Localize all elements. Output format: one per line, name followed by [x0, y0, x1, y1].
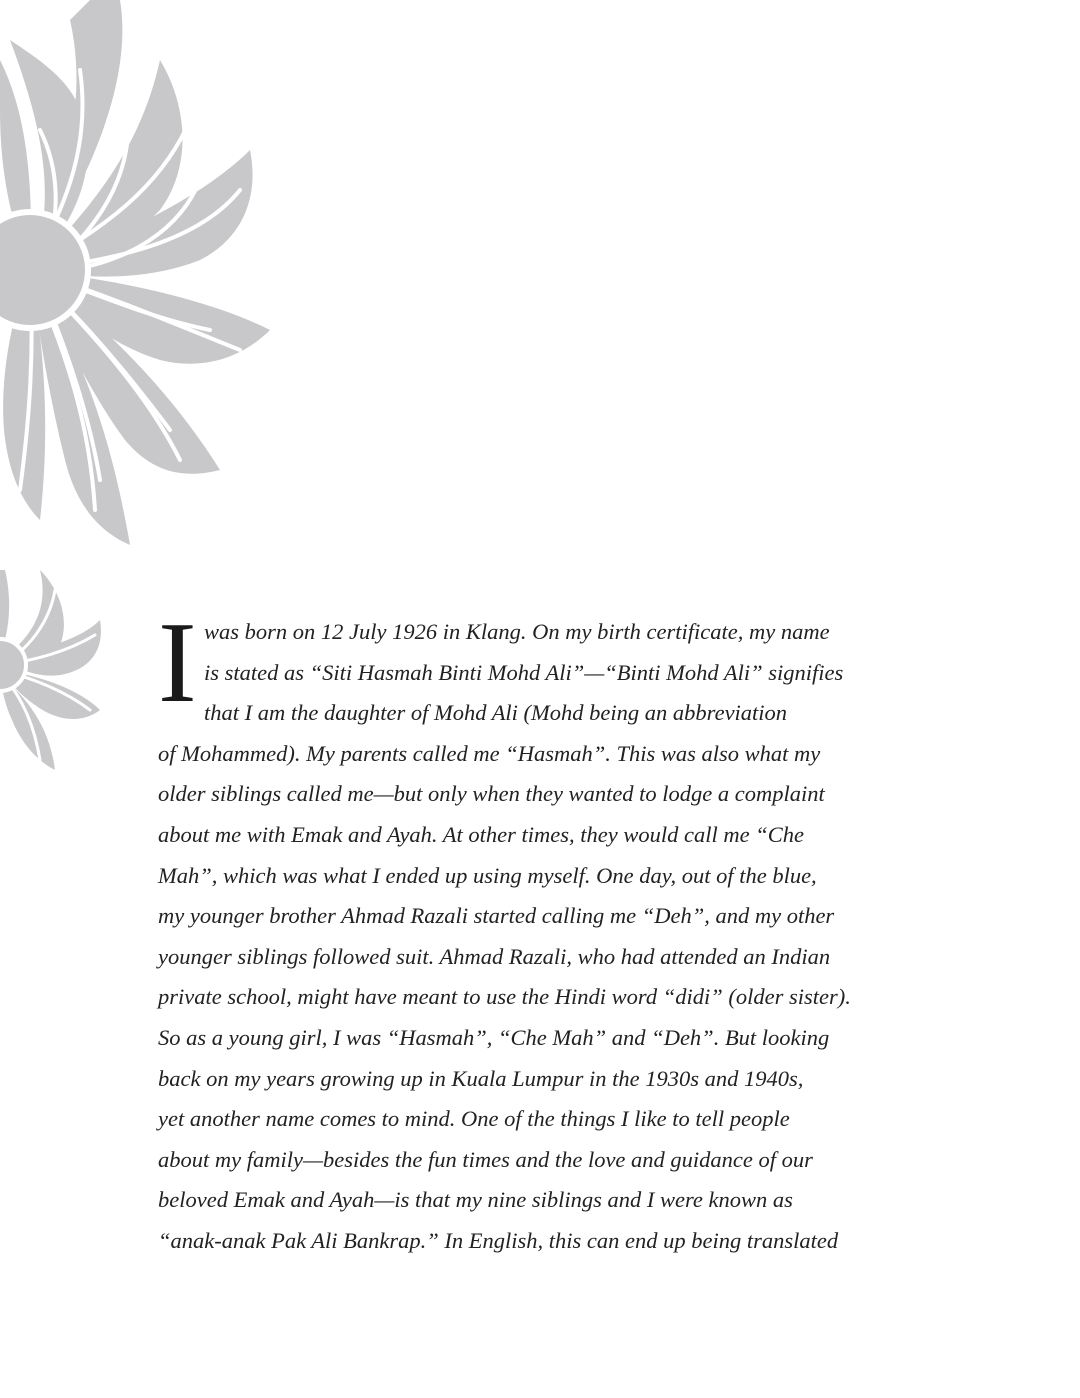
text-line: that I am the daughter of Mohd Ali (Mohd being an abbreviation	[204, 700, 788, 726]
text-line: my younger brother Ahmad Razali started calling me “Deh”, and my other	[158, 903, 835, 929]
flower-ornament-small-icon	[0, 560, 110, 780]
text-line: about me with Emak and Ayah. At other times, they would call me “Che	[158, 821, 804, 847]
text-line: back on my years growing up in Kuala Lumpur in the 1930s and 1940s,	[158, 1065, 804, 1091]
text-line: about my family—besides the fun times and the love and guidance of our	[158, 1146, 813, 1172]
text-line: “anak-anak Pak Ali Bankrap.” In English, this can end up being translated	[158, 1227, 839, 1253]
text-line: So as a young girl, I was “Hasmah”, “Che Mah” and “Deh”. But looking	[158, 1024, 830, 1050]
text-line: beloved Emak and Ayah—is that my nine siblings and I were known as	[158, 1187, 793, 1213]
flower-ornament-large-icon	[0, 0, 320, 560]
text-line: private school, might have meant to use the Hindi word “didi” (older sister).	[158, 984, 851, 1010]
text-line: yet another name comes to mind. One of the things I like to tell people	[158, 1106, 790, 1132]
text-line: younger siblings followed suit. Ahmad Razali, who had attended an Indian	[158, 943, 831, 969]
body-paragraph	[158, 599, 918, 1262]
text-line: older siblings called me—but only when they wanted to lodge a complaint	[158, 781, 825, 807]
text-line: was born on 12 July 1926 in Klang. On my birth certificate, my name	[204, 619, 830, 644]
drop-cap: I	[158, 599, 197, 727]
text-line: Mah”, which was what I ended up using myself. One day, out of the blue,	[158, 862, 817, 888]
text-line: of Mohammed). My parents called me “Hasmah”. This was also what my	[158, 740, 821, 766]
text-line: is stated as “Siti Hasmah Binti Mohd Ali”—“Binti Mohd Ali” signifies	[204, 659, 844, 685]
